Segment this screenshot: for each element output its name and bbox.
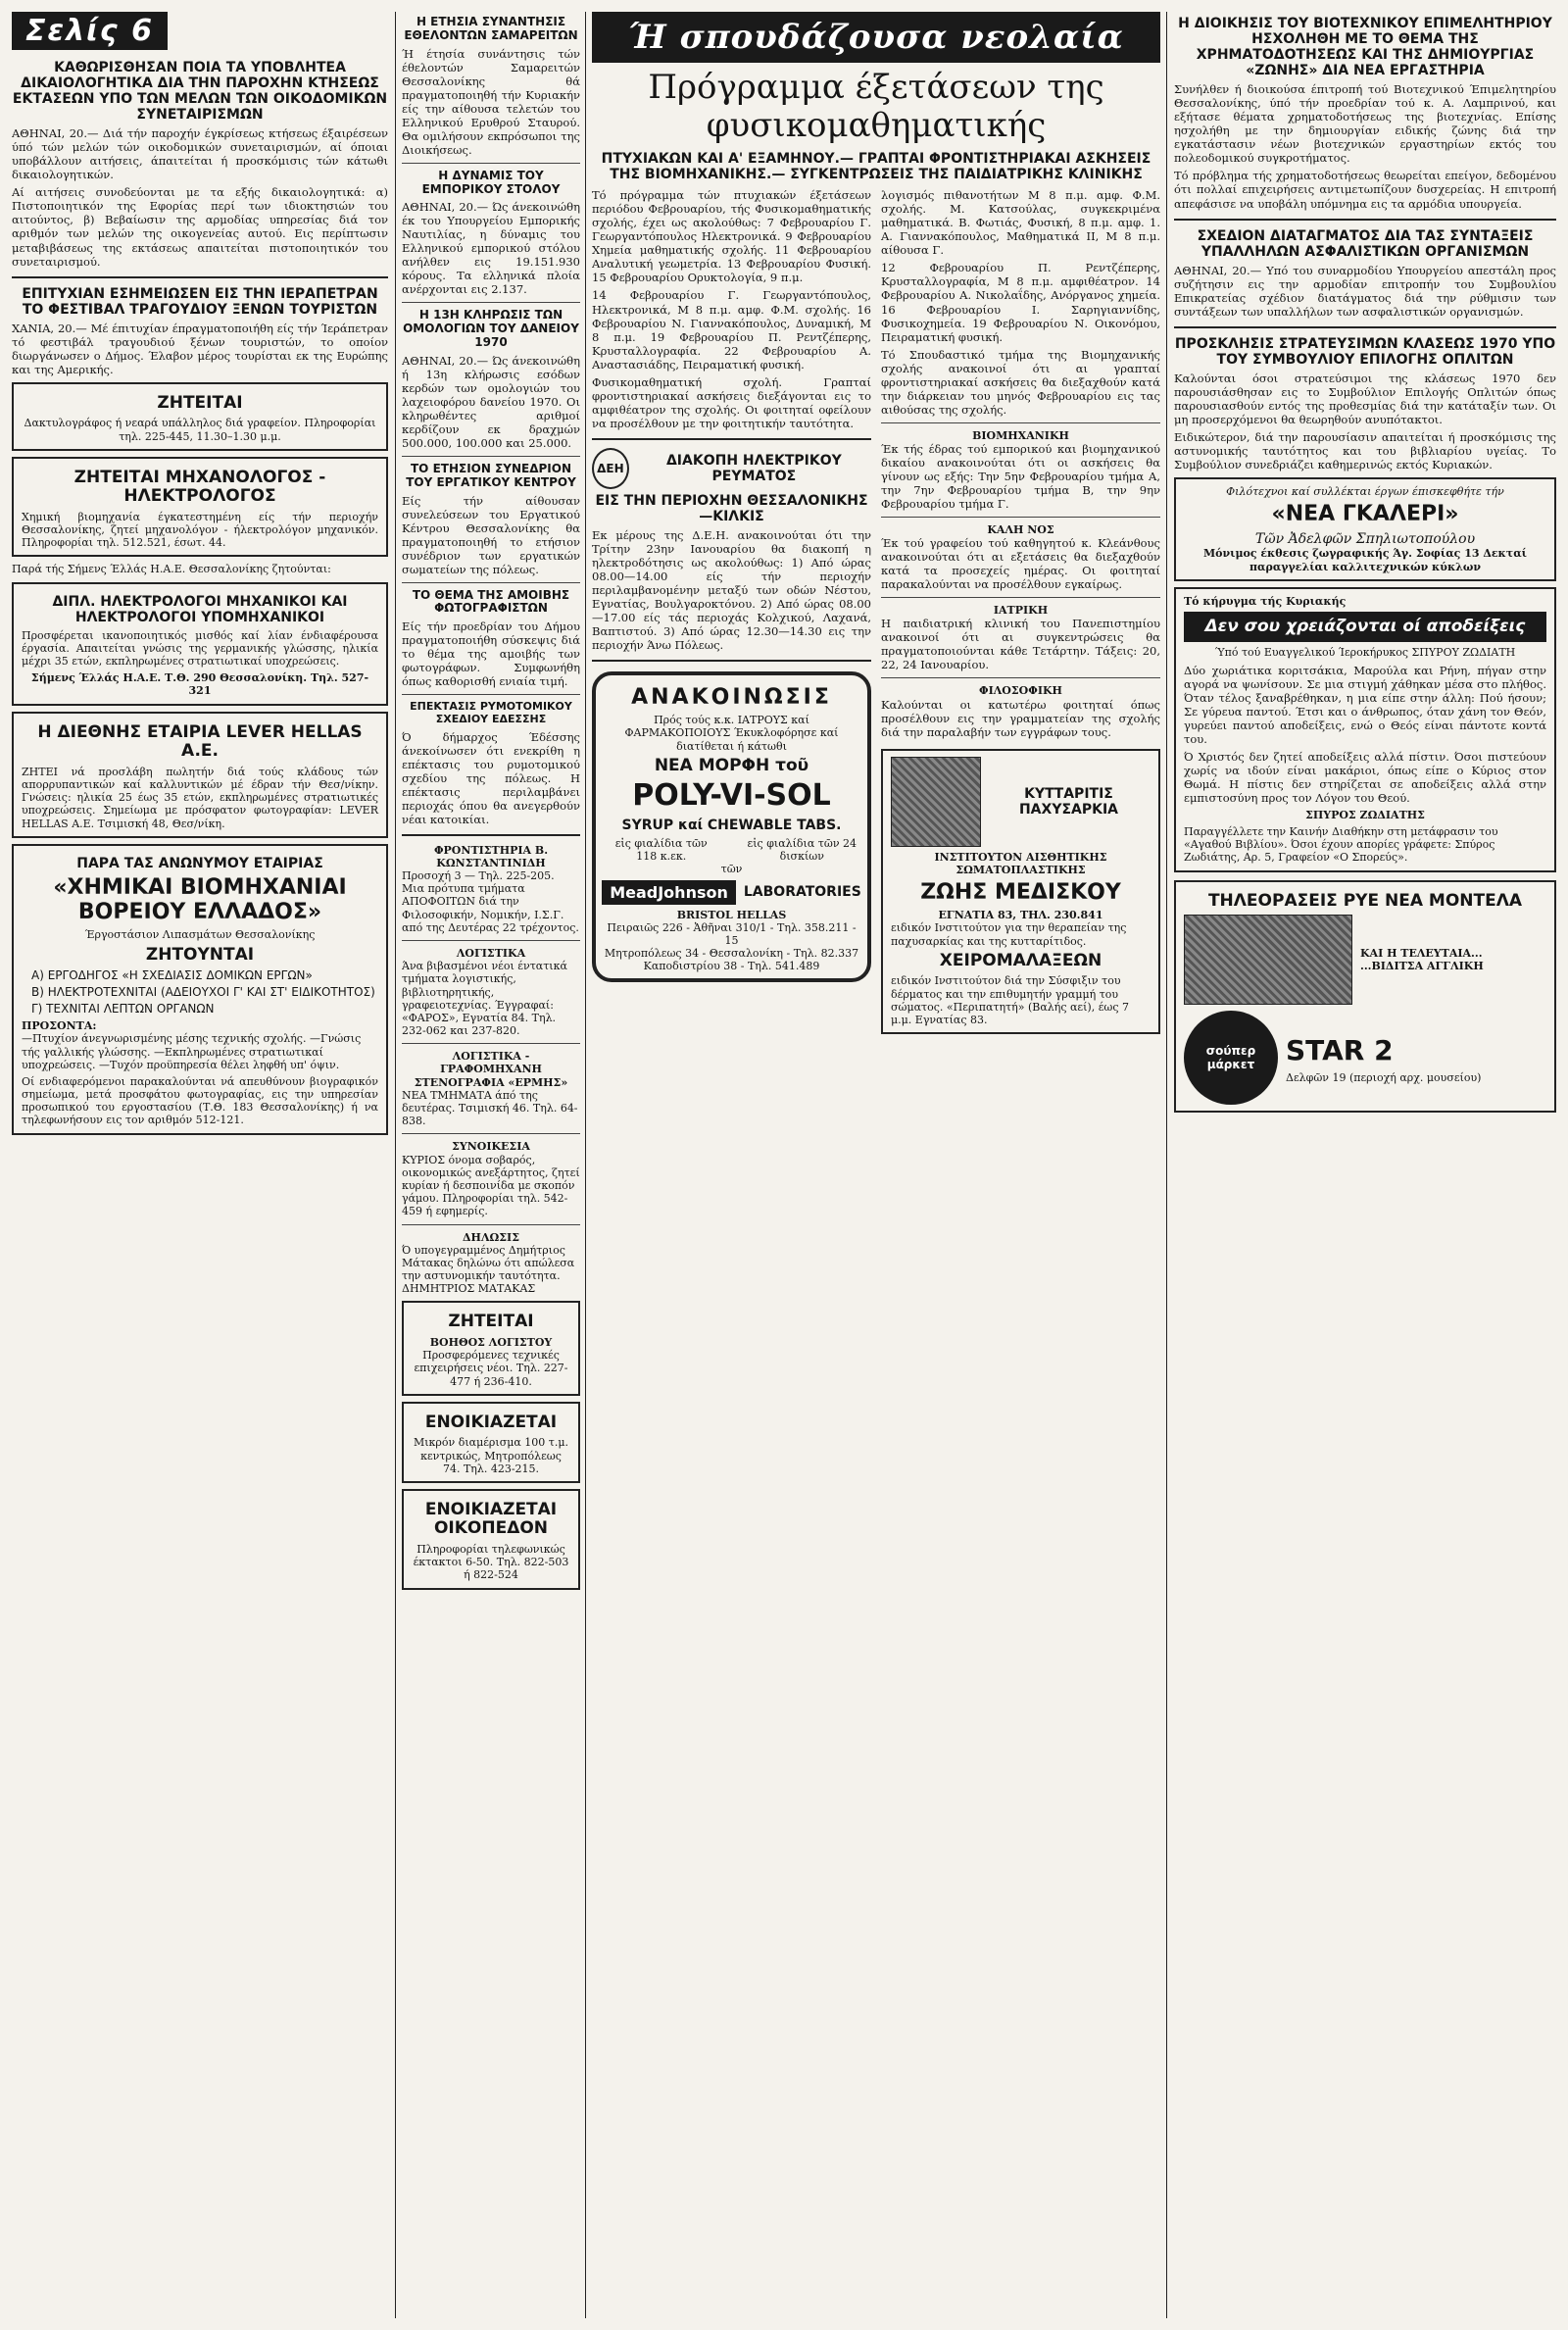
accounting-text: Άνα βιβασμένοι νέοι έντατικά τμήματα λογιστικής, βιβλιοτηρητικής, γραφειοτεχνίας. Έγγραφαί: «ΦΑΡΟΣ», Εγνατία 84. Τηλ. 232-062 και 237-820. bbox=[402, 960, 567, 1038]
meeting-title: ΣΥΝΟΙΚΕΣΙΑ bbox=[452, 1140, 530, 1154]
exam-schedule-cont: λογισμός πιθανοτήτων Μ 8 π.μ. αμφ. Φ.Μ. σχολής. Μ. Κατσούλας, συγκεκριμένα μαθηματικά. Β. Φωτιάς, Φυσική, 8 π.μ. αμφ. 1. Α. Γιαννακόπουλος, Μαθηματικά ΙΙ, Μ 8 π.μ. αίθουσα Γ. bbox=[881, 188, 1160, 258]
tutor-title: ΦΡΟΝΤΙΣΤΗΡΙΑ Β. ΚΩΝΣΤΑΝΤΙΝΙΔΗ bbox=[433, 843, 549, 869]
notice-text: Ό υπογεγραμμένος Δημήτριος Μάτακας δηλώνω ότι απώλεσα την αστυνομικήν ταυτότητα. ΔΗΜΗΤΡΙΟΣ ΜΑΤΑΚΑΣ bbox=[402, 1243, 575, 1296]
column-4 bbox=[881, 188, 1160, 1040]
badge-line-2: μάρκετ bbox=[1206, 1058, 1255, 1072]
ad-chem-item: Α) ΕΡΓΟΔΗΓΟΣ «Η ΣΧΕΔΙΑΣΙΣ ΔΟΜΙΚΩΝ ΕΡΓΩΝ» bbox=[31, 968, 313, 983]
ad-bristol: BRISTOL HELLAS bbox=[676, 908, 787, 921]
tv-slogan: ΚΑΙ Η ΤΕΛΕΥΤΑΙΑ... ...ΒΙΔΙΤΣΑ ΑΓΓΛΙΚΗ bbox=[1360, 946, 1484, 973]
exam-program-title: Πρόγραμμα έξετάσεων της φυσικομαθηματικής bbox=[648, 68, 1104, 146]
tv-row bbox=[1184, 915, 1546, 1005]
ad-polyvisol-tabs: εἰς φιαλίδια τῶν 24 δισκίων bbox=[747, 836, 858, 864]
ad-siemens-intro: Παρά τής Σήμενς Έλλάς Η.Α.Ε. Θεσσαλονίκης ζητούνται: bbox=[12, 563, 331, 576]
dei-title: ΔΙΑΚΟΠΗ ΗΛΕΚΤΡΙΚΟΥ ΡΕΥΜΑΤΟΣ bbox=[665, 452, 842, 484]
student-columns bbox=[592, 188, 1160, 1040]
ad-lever-hellas bbox=[12, 712, 388, 838]
edessa-plan-headline: ΕΠΕΚΤΑΣΙΣ ΡΥΜΟΤΟΜΙΚΟΥ ΣΧΕΔΙΟΥ ΕΔΕΣΣΗΣ bbox=[410, 700, 572, 725]
gallery-of: Τῶν Ἀδελφῶν Σπηλιωτοπούλου bbox=[1254, 530, 1476, 547]
tv-store-address: Δελφῶν 19 (περιοχή αρχ. μουσείου) bbox=[1286, 1070, 1482, 1084]
ad-rent-title: ΕΝΟΙΚΙΑΖΕΤΑΙ bbox=[424, 1412, 558, 1432]
ad-chem-wanted: ΖΗΤΟΥΝΤΑΙ bbox=[145, 944, 255, 965]
fleet-text: ΑΘΗΝΑΙ, 20.— Ώς άνεκοινώθη έκ του Υπουργείου Εμπορικής Ναυτιλίας, η δύναμις του Ελληνικού εμπορικού στόλου ανήλθεν εις 19.151.930 κόρους. Τα ελληνικά πλοία ανέρχονται εις 2.137. bbox=[402, 200, 580, 297]
ad-lever-text: ΖΗΤΕΙ νά προσλάβη πωλητήν διά τούς κλάδους τών απορρυπαντικών καί καλλυντικών μέ έδραν τήν Θεσ/νίκην. Γνώσεις: ηλικία 25 έως 35 ετών, εκπληρωμένες στρατιωτικές υποχρεώσεις. Σημείωμα με πρόσφατον φωτογραφίαν: LEVER HELLAS A.E. Τσιμισκή 48, Θεσ/νίκη. bbox=[22, 765, 378, 830]
ad-addr-3: Καποδιστρίου 38 - Τηλ. 541.489 bbox=[643, 960, 820, 973]
column-5 bbox=[1174, 12, 1556, 2318]
ad-meadjohnson-row bbox=[604, 880, 859, 905]
medical-heading: ΙΑΤΡΙΚΗ bbox=[993, 604, 1049, 618]
ad-polyvisol-sizes bbox=[604, 837, 859, 863]
exam-schedule-text: Τό πρόγραμμα τών πτυχιακών έξετάσεων περιόδου Φεβρουαρίου, τής Φυσικομαθηματικής σχολής, έχει ως ακολούθως: 7 Φεβρουαρίου Γ. Γεωργαντόπουλος Ηλεκτρονικά. 9 Φεβρουαρίου Χημεία μαθηματικής σχολής. 11 Φεβρουαρίου Αναλυτική γεωμετρία. 13 Φεβρουαρίου Φυσική. 15 Φεβρουαρίου Ορυκτολογία, 9 π.μ. bbox=[592, 188, 871, 285]
column-rule-2 bbox=[585, 12, 586, 2318]
exam-schedule-text-3: Φυσικομαθηματική σχολή. Γραπταί φροντιστηριακαί ασκήσεις διεξάγονται εις το αμφιθέατρον της σχολής. Οι φοιτηταί οφείλουν να προσέλθουν με την φοιτητικήν ταυτότητα. bbox=[592, 374, 871, 430]
industrial-heading: ΒΙΟΜΗΧΑΝΙΚΗ bbox=[972, 428, 1069, 442]
tv-badge-row bbox=[1184, 1011, 1546, 1105]
ad-wanted-typist bbox=[12, 382, 388, 451]
sermon-note: Παραγγέλλετε την Καινήν Διαθήκην στη μετάφρασιν του «Αγαθού Βιβλίου». Όσοι έχουν απορίες γράφετε: Σπύρος Ζωδιάτης, Αρ. 5, Γραφείον «Ο Σπορεύς». bbox=[1184, 824, 1498, 865]
ad-lever-title: Η ΔΙΕΘΝΗΣ ΕΤΑΙΡΙΑ LEVER HELLAS A.E. bbox=[37, 721, 363, 762]
ad-chem-sub: Έργοστάσιον Λιπασμάτων Θεσσαλονίκης bbox=[84, 928, 316, 942]
ad-bookkeeper-text: Προσφερόμενες τεχνικές επιχειρήσεις νέοι. Τηλ. 227-477 ή 236-410. bbox=[414, 1349, 568, 1388]
steno-title: ΛΟΓΙΣΤΙΚΑ - ΓΡΑΦΟΜΗΧΑΝΗ ΣΤΕΝΟΓΡΑΦΙΑ «ΕΡΜΗΣ» bbox=[414, 1050, 568, 1089]
army-headline: ΠΡΟΣΚΛΗΣΙΣ ΣΤΡΑΤΕΥΣΙΜΩΝ ΚΛΑΣΕΩΣ 1970 ΥΠΟ ΤΟΥ ΣΥΜΒΟΥΛΙΟΥ ΕΠΙΛΟΓΗΣ ΟΠΛΙΤΩΝ bbox=[1174, 335, 1556, 368]
divider bbox=[402, 456, 580, 457]
column-3 bbox=[592, 188, 871, 1040]
notice-title: ΔΗΛΩΣΙΣ bbox=[463, 1230, 519, 1244]
divider bbox=[881, 677, 1160, 678]
fleet-headline: Η ΔΥΝΑΜΙΣ ΤΟΥ ΕΜΠΟΡΙΚΟΥ ΣΤΟΛΟΥ bbox=[421, 168, 561, 196]
kali-heading: ΚΑΛΗ ΝΟΣ bbox=[987, 522, 1054, 536]
ad-polyvisol-of: τῶν bbox=[720, 863, 743, 876]
chamber-headline: Η ΔΙΟΙΚΗΣΙΣ ΤΟΥ ΒΙΟΤΕΧΝΙΚΟΥ ΕΠΙΜΕΛΗΤΗΡΙΟΥ ΗΣΧΟΛΗΘΗ ΜΕ ΤΟ ΘΕΜΑ ΤΗΣ ΧΡΗΜΑΤΟΔΟΤΗΣΕΩΣ ΚΑΙ ΤΗΣ ΔΗΜΙΟΥΡΓΙΑΣ «ΖΩΝΗΣ» ΔΙΑ ΝΕΑ ΕΡΓΑΣΤΗΡΙΑ bbox=[1178, 16, 1552, 79]
page-number-label: Σελίς 6 bbox=[12, 12, 168, 50]
insurance-text: ΑΘΗΝΑΙ, 20.— Υπό του συναρμοδίου Υπουργείου απεστάλη προς συζήτησιν εις την αρμοδίαν επιτροπήν του Συμβουλίου Επικρατείας σχέδιον διατάγματος διά την ρύθμισιν των συντάξεων των υπαλλήλων των ασφαλιστικών οργανισμών. bbox=[1174, 263, 1556, 319]
divider bbox=[1174, 219, 1556, 221]
divider bbox=[402, 582, 580, 583]
ad-massage-title: ΧΕΙΡΟΜΑΛΑΞΕΩΝ bbox=[939, 950, 1102, 970]
ad-cellulite-left: ΚΥΤΤΑΡΙΤΙΣ ΠΑΧΥΣΑΡΚΙΑ bbox=[1018, 785, 1119, 818]
tv-store-info bbox=[1286, 1031, 1546, 1083]
ad-lot-title: ΕΝΟΙΚΙΑΖΕΤΑΙ ΟΙΚΟΠΕΔΟΝ bbox=[424, 1499, 558, 1539]
sermon-title: Δεν σου χρειάζονται οί αποδείξεις bbox=[1184, 612, 1546, 643]
tv-star-brand: STAR 2 bbox=[1286, 1034, 1394, 1067]
badge-line-1: σούπερ bbox=[1205, 1044, 1256, 1059]
ad-bookkeeper bbox=[402, 1301, 580, 1395]
ad-chem-intro: ΠΑΡΑ ΤΑΣ ΑΝΩΝΥΜΟΥ ΕΤΑΙΡΙΑΣ bbox=[76, 855, 323, 871]
gallery-intro: Φιλότεχνοι καί συλλέκται έργων έπισκεφθήτε τήν bbox=[1226, 485, 1504, 499]
ad-polyvisol-syrup: εἰς φιαλίδια τῶν 118 κ.εκ. bbox=[614, 836, 708, 864]
ad-mechanical-title: ΖΗΤΕΙΤΑΙ ΜΗΧΑΝΟΛΟΓΟΣ - ΗΛΕΚΤΡΟΛΟΓΟΣ bbox=[74, 467, 326, 507]
supermarket-badge bbox=[1184, 1011, 1278, 1105]
ad-polyvisol-sub: Πρός τούς κ.κ. ΙΑΤΡΟΥΣ καί ΦΑΡΜΑΚΟΠΟΙΟΥΣ Έκυκλοφόρησε καί διατίθεται ή κάτωθι bbox=[624, 714, 839, 753]
divider bbox=[402, 163, 580, 164]
ad-addr-1: Πειραιῶς 226 - Ἀθῆναι 310/1 - Τηλ. 358.211 - 15 bbox=[607, 920, 857, 947]
ad-mechanical-text: Χημική βιομηχανία έγκατεστημένη είς τήν περιοχήν Θεσσαλονίκης, ζητεί μηχανολόγον - ήλεκτρολόγον μηχανικόν. Πληροφορίαι τηλ. 512.521, έσωτ. 44. bbox=[22, 510, 378, 550]
ad-cellulite-institute bbox=[881, 749, 1160, 1035]
ad-chemical-industries bbox=[12, 844, 388, 1135]
industrial-text: Έκ τής έδρας τού εμπορικού και βιομηχανικού δικαίου ανακοινούται ότι οι ασκήσεις θα γίνουν ως εξής: Την 5ην Φεβρουαρίου τμήμα Α, την 7ην Φεβρουαρίου τμήμα Β, την 9ην Φεβρουαρίου τμήμα Γ. bbox=[881, 441, 1160, 511]
insurance-headline: ΣΧΕΔΙΟΝ ΔΙΑΤΑΓΜΑΤΟΣ ΔΙΑ ΤΑΣ ΣΥΝΤΑΞΕΙΣ ΥΠΑΛΛΗΛΩΝ ΑΣΦΑΛΙΣΤΙΚΩΝ ΟΡΓΑΝΙΣΜΩΝ bbox=[1197, 227, 1534, 260]
chamber-text-2: Τό πρόβλημα τής χρηματοδοτήσεως θεωρείται επείγον, δεδομένου ότι πολλαί επιχειρήσεις αντιμετωπίζουν δυσχερείας. Η επιτροπή απεφάσισε να υποβάλη υπόμνημα εις τα αρμόδια υπουργεία. bbox=[1174, 169, 1556, 211]
page-number-masthead bbox=[12, 12, 388, 50]
student-section bbox=[592, 12, 1160, 2318]
congress-headline: ΤΟ ΕΤΗΣΙΟΝ ΣΥΝΕΔΡΙΟΝ ΤΟΥ ΕΡΓΑΤΙΚΟΥ ΚΕΝΤΡΟΥ bbox=[406, 461, 576, 489]
ad-pye-televisions bbox=[1174, 880, 1556, 1114]
sermon-intro: Τό κήρυγμα τής Κυριακής bbox=[1184, 594, 1347, 608]
dei-text: Εκ μέρους της Δ.Ε.Η. ανακοινούται ότι την Τρίτην 23ην Ιανουαρίου θα διακοπή η ηλεκτροδότησις ως ακολούθως: 1) Από ώρας 08.00—14.00 είς τήν περιοχήν περιλαμβανομένην μεταξύ των οδών Νέστου, Εγνατίας, Βουλγαροκτόνου. 2) Από ώρας 08.00—17.00 είς τάς περιοχάς Κολχικού, Λαχανά, Βαπτιστού. 3) Από ώρας 12.30—14.30 εις την περιοχήν Άνω Πόλεως. bbox=[592, 527, 871, 652]
dei-region: ΕΙΣ ΤΗΝ ΠΕΡΙΟΧΗΝ ΘΕΣΣΑΛΟΝΙΚΗΣ—ΚΙΛΚΙΣ bbox=[595, 492, 868, 524]
divider bbox=[881, 597, 1160, 598]
meeting-text: ΚΥΡΙΟΣ όνομα σοβαρός, οικονομικώς ανεξάρτητος, ζητεί κυρίαν ή δεσποινίδα με σκοπόν γάμου. Πληροφορίαι τηλ. 542-459 ή εφημερίς. bbox=[402, 1153, 580, 1218]
column-1 bbox=[12, 12, 388, 2318]
student-section-banner: Ή σπουδάζουσα νεολαία bbox=[592, 12, 1160, 63]
divider bbox=[402, 834, 580, 836]
tutor-text: Προσοχή 3 — Τηλ. 225-205. Μια πρότυπα τμήματα ΑΠΟΦΟΙΤΩΝ διά την Φιλοσοφικήν, Νομικήν, Ι.Σ.Γ. από της Δευτέρας 22 τρέχοντος. bbox=[402, 869, 579, 934]
ad-bookkeeper-sub: ΒΟΗΘΟΣ ΛΟΓΙΣΤΟΥ bbox=[429, 1336, 553, 1350]
ad-polyvisol-forms: SYRUP καί CHEWABLE TABS. bbox=[621, 817, 842, 833]
exam-schedule-cont-2: 12 Φεβρουαρίου Π. Ρεντζέπερης, Κρυσταλλογραφία, Μ 8 π.μ. αμφιθέατρον. 14 Φεβρουαρίου Α. Νικολαΐδης, Ανόργανος χημεία. 16 Φεβρουαρίου Ι. Σαρηγιαννίδης, Φυσικοχημεία. 19 Φεβρουαρίου Ν. Οικονόμου, Πειραματική φυσική. bbox=[881, 261, 1160, 344]
hand-illustration-icon bbox=[891, 757, 981, 847]
ad-nea-gallery bbox=[1174, 477, 1556, 581]
divider bbox=[402, 694, 580, 695]
accounting-title: ΛΟΓΙΣΤΙΚΑ bbox=[456, 946, 526, 960]
divider bbox=[12, 276, 388, 278]
exam-schedule-text-2: 14 Φεβρουαρίου Γ. Γεωργαντόπουλος, Ηλεκτρονικά, Μ 8 π.μ. αμφ. Φ.Μ. σχολής. 16 Φεβρουαρίου Ν. Γιαννακόπουλος, Δυναμική, Μ 8 π.μ. 19 Φεβρουαρίου Π. Ρεντζέπερης, Κρυσταλλογραφία. 22 Φεβρουαρίου Α. Αναστασιάδης, Πειραματική φυσική. bbox=[592, 288, 871, 372]
festival-headline: ΕΠΙΤΥΧΙΑΝ ΕΣΗΜΕΙΩΣΕΝ ΕΙΣ ΤΗΝ ΙΕΡΑΠΕΤΡΑΝ ΤΟ ΦΕΣΤΙΒΑΛ ΤΡΑΓΟΥΔΙΟΥ ΞΕΝΩΝ ΤΟΥΡΙΣΤΩΝ bbox=[22, 285, 378, 318]
dei-logo-icon: ΔΕΗ bbox=[592, 448, 629, 489]
sermon-by: Ύπό τού Ευαγγελικού Ίεροκήρυκος ΣΠΥΡΟΥ ΖΩΔΙΑΤΗ bbox=[1214, 646, 1516, 660]
philosophy-heading: ΦΙΛΟΣΟΦΙΚΗ bbox=[979, 684, 1062, 698]
divider bbox=[1174, 326, 1556, 328]
dei-header bbox=[592, 448, 871, 489]
ad-wanted-title: ΖΗΤΕΙΤΑΙ bbox=[157, 392, 243, 413]
photographers-headline: ΤΟ ΘΕΜΑ ΤΗΣ ΑΜΟΙΒΗΣ ΦΩΤΟΓΡΑΦΙΣΤΩΝ bbox=[412, 587, 570, 616]
column-rule-3 bbox=[1166, 12, 1167, 2318]
tv-title: ΤΗΛΕΟΡΑΣΕΙΣ ΡΥΕ ΝΕΑ ΜΟΝΤΕΛΑ bbox=[1207, 890, 1523, 911]
ad-polyvisol bbox=[592, 671, 871, 983]
ad-cellulite-text: ειδικόν Ινστιτούτον για την θεραπείαν της παχυσαρκίας και της κυτταρίτιδος. bbox=[891, 921, 1127, 948]
ad-polyvisol-product: POLY-VI-SOL bbox=[632, 778, 831, 814]
ad-chem-item: Β) ΗΛΕΚΤΡΟΤΕΧΝΙΤΑΙ (ΑΔΕΙΟΥΧΟΙ Γ' ΚΑΙ ΣΤ' ΕΙΔΙΚΟΤΗΤΟΣ) bbox=[31, 985, 375, 1000]
ad-addr-2: Μητροπόλεως 34 - Θεσσαλονίκη - Τηλ. 82.337 bbox=[604, 947, 859, 961]
column-rule-1 bbox=[395, 12, 396, 2318]
ad-siemens-text: Προσφέρεται ικανοποιητικός μισθός καί λίαν ένδιαφέρουσα έργασία. Απαιτείται γνώσις της γερμανικής γλώσσης, ηλικία μέχρι 35 ετών, εκπληρωμένες στρατιωτικαί υποχρεώσεις. bbox=[22, 628, 378, 669]
exam-program-subtitle: ΠΤΥΧΙΑΚΩΝ ΚΑΙ Α' ΕΞΑΜΗΝΟΥ.— ΓΡΑΠΤΑΙ ΦΡΟΝΤΙΣΤΗΡΙΑΚΑΙ ΑΣΚΗΣΕΙΣ ΤΗΣ ΒΙΟΜΗΧΑΝΙΚΗΣ.— ΣΥΓΚΕΝΤΡΩΣΕΙΣ ΤΗΣ ΠΑΙΔΙΑΤΡΙΚΗΣ ΚΛΙΝΙΚΗΣ bbox=[601, 151, 1152, 183]
divider bbox=[402, 940, 580, 941]
sermon-text-2: Ό Χριστός δεν ζητεί αποδείξεις αλλά πίστιν. Όσοι πιστεύουν χωρίς να ιδούν είναι μακάριοι, όπως είπε ο Κύριος στον Θωμά. Η πίστις δεν στηρίζεται σε αποδείξεις αλλά στην εμπιστοσύνη προς τον Λόγον του Θεού. bbox=[1184, 749, 1546, 805]
festival-text: ΧΑΝΙΑ, 20.— Μέ έπιτυχίαν έπραγματοποιήθη είς τήν Ίεράπετραν τό φεστιβάλ τραγουδιού ξένων τουριστών, το οποίον διωργάνωσεν ο Δήμος. Έλαβον μέρος τουρίσται εκ της Ευρώπης και της Αμερικής. bbox=[12, 321, 388, 376]
philosophy-text: Καλούνται οι κατωτέρω φοιτηταί όπως προσέλθουν εις την γραμματείαν της σχολής διά την παραλαβήν των εγγράφων τους. bbox=[881, 697, 1160, 739]
tv-illustration-icon bbox=[1184, 915, 1352, 1005]
column-2 bbox=[402, 12, 580, 2318]
ad-cellulite-institute-name: ΙΝΣΤΙΤΟΥΤΟΝ ΑΙΣΘΗΤΙΚΗΣ ΣΩΜΑΤΟΠΛΑΣΤΙΚΗΣ bbox=[934, 850, 1107, 876]
lead-headline-cooperatives: ΚΑΘΩΡΙΣΘΗΣΑΝ ΠΟΙΑ ΤΑ ΥΠΟΒΛΗΤΕΑ ΔΙΚΑΙΟΛΟΓΗΤΙΚΑ ΔΙΑ ΤΗΝ ΠΑΡΟΧΗΝ ΚΤΗΣΕΩΣ ΕΚΤΑΣΕΩΝ ΥΠΟ ΤΩΝ ΜΕΛΩΝ ΤΩΝ ΟΙΚΟΔΟΜΙΚΩΝ ΣΥΝΕΤΑΙΡΙΣΜΩΝ bbox=[12, 60, 388, 124]
ad-rent-apartment bbox=[402, 1402, 580, 1483]
gallery-desc: Μόνιμος έκθεσις ζωγραφικής Άγ. Σοφίας 13 Δεκταί παραγγελίαι καλλιτεχνικών κύκλων bbox=[1202, 547, 1527, 573]
ad-siemens-contact: Σήμενς Έλλάς Η.Α.Ε. Τ.Θ. 290 Θεσσαλονίκη. Τηλ. 527-321 bbox=[30, 671, 369, 698]
ad-rent-lot bbox=[402, 1489, 580, 1590]
ad-chem-quals: —Πτυχίον άνεγνωρισμένης μέσης τεχνικής σχολής. —Γνώσις τής γαλλικής γλώσσης. —Εκπληρωμένες στρατιωτικαί υποχρεώσεις. —Τυχόν προϋπηρεσία θέλει ληφθή υπ' όψιν. bbox=[22, 1032, 362, 1071]
loan-text: ΑΘΗΝΑΙ, 20.— Ώς άνεκοινώθη ή 13η κλήρωσις εσόδων κερδών των ομολογιών του λαχειοφόρου δανείου 1970. Οι κληρωθέντες αριθμοί κερδίζουν εκ δραχμών 500.000, 100.000 και 25.000. bbox=[402, 353, 580, 450]
ad-bookkeeper-title: ΖΗΤΕΙΤΑΙ bbox=[448, 1312, 534, 1332]
lead-text-cooperatives-2: Αί αιτήσεις συνοδεύονται με τα εξής δικαιολογητικά: α) Πιστοποιητικόν της Εφορίας περί των ιδιοκτησιών του αιτούντος, β) Βεβαίωσιν της αρμοδίας υπηρεσίας διά τον αριθμόν των μελών της οικογενείας αυτού. Εις περίπτωσιν μεταβιβάσεως της εκτάσεως απαιτείται πιστοποιητικόν του συνεταιρισμού. bbox=[12, 185, 388, 269]
army-text-2: Ειδικώτερον, διά την παρουσίασιν απαιτείται ή προσκόμισις της αστυνομικής ταυτότητος και του βιβλιαρίου υγείας. Το Συμβούλιον συνεδριάζει καθημερινώς εκτός Κυριακών. bbox=[1174, 430, 1556, 472]
dei-outage-notice bbox=[592, 438, 871, 662]
gallery-name: «ΝΕΑ ΓΚΑΛΕΡΙ» bbox=[1271, 502, 1459, 527]
divider bbox=[881, 517, 1160, 518]
medical-text: Η παιδιατρική κλινική του Πανεπιστημίου ανακοινοί ότι αι συγκεντρώσεις θα πραγματοποιούνται κάθε Τετάρτην. Τάξεις: 20, 22, 24 Ιανουαρίου. bbox=[881, 617, 1160, 672]
ad-chem-quals-title: ΠΡΟΣΟΝΤΑ: bbox=[22, 1019, 97, 1033]
steno-text: ΝΕΑ ΤΜΗΜΑΤΑ άπό της δευτέρας. Τσιμισκή 46. Τηλ. 64-838. bbox=[402, 1088, 578, 1128]
volunteers-text: Ή έτησία συνάντησις τών έθελοντών Σαμαρειτών Θεσσαλονίκης θά πραγματοποιηθή τήν Κυριακήν είς την αίθουσα τελετών του Ελληνικού Ερυθρού Σταυρού. Θα ομιλήσουν εκπρόσωποι της Διοικήσεως. bbox=[402, 46, 580, 157]
ad-polyvisol-new: ΝΕΑ ΜΟΡΦΗ τοῦ bbox=[654, 755, 809, 775]
divider bbox=[402, 1043, 580, 1044]
ad-chem-contact: Οί ενδιαφερόμενοι παρακαλούνται νά απευθύνουν βιογραφικόν σημείωμα, μετά προσφάτου φωτογραφίας, εις την υπηρεσίαν προσωπικού του εργοστασίου (Τ.Θ. 183 Θεσσαλονίκης) ή να τηλεφωνήσουν εις τον αριθμόν 512-121. bbox=[22, 1074, 378, 1127]
congress-text: Είς τήν αίθουσαν συνελεύσεων του Εργατικού Κέντρου Θεσσαλονίκης θα πραγματοποιηθή το ετήσιον συνέδριον των εργατικών σωματείων της πόλεως. bbox=[402, 493, 580, 576]
photographers-text: Είς τήν προεδρίαν του Δήμου πραγματοποιήθη σύσκεψις διά το θέμα της αμοιβής των φωτογράφων. Συμφωνήθη όπως καθορισθή ενιαία τιμή. bbox=[402, 620, 580, 689]
ad-mechanical-engineer bbox=[12, 457, 388, 558]
ad-wanted-text: Δακτυλογράφος ή νεαρά υπάλληλος διά γραφείον. Πληροφορίαι τηλ. 225-445, 11.30–1.30 μ.μ. bbox=[24, 417, 376, 443]
divider bbox=[402, 302, 580, 303]
chamber-text: Συνήλθεν ή διοικούσα έπιτροπή τού Βιοτεχνικού Έπιμελητηρίου Θεσσαλονίκης, ύπό τήν προεδρίαν τού κ. Α. Λαμπρινού, και εξήτασε θέματα χρηματοδοτήσεως της βιοτεχνίας. Επίσης ησχολήθη με την δημιουργίαν ειδικής ζώνης διά την εγκατάστασιν νέων βιοτεχνικών εργαστηρίων εκτός του πολεοδομικού συγκροτήματος. bbox=[1174, 82, 1556, 166]
ad-chem-name: «ΧΗΜΙΚΑΙ ΒΙΟΜΗΧΑΝΙΑΙ ΒΟΡΕΙΟΥ ΕΛΛΑΔΟΣ» bbox=[53, 874, 347, 925]
meadjohnson-logo: MeadJohnson bbox=[602, 880, 736, 905]
ad-chem-item: Γ) ΤΕΧΝΙΤΑΙ ΛΕΠΤΩΝ ΟΡΓΑΝΩΝ bbox=[31, 1002, 215, 1016]
divider bbox=[402, 1133, 580, 1134]
sermon-text: Δύο χωριάτικα κοριτσάκια, Μαρούλα και Ρήνη, πήγαν στην αγορά να ψωνίσουν. Σε μια στιγμή χάθηκαν μέσα στο πλήθος. Όταν τέλος ξαναβρέθηκαν, η μια είπε στην άλλη: Πού ήσουν; Σε γύρευα παντού. Έτσι και ο άνθρωπος, όταν χάνη τον Θεόν, γυρεύει παντού αποδείξεις, ενώ ο Θεός είναι πάντοτε κοντά του. bbox=[1184, 663, 1546, 746]
divider bbox=[881, 422, 1160, 423]
volunteers-headline: Η ΕΤΗΣΙΑ ΣΥΝΑΝΤΗΣΙΣ ΕΘΕΛΟΝΤΩΝ ΣΑΜΑΡΕΙΤΩΝ bbox=[404, 15, 578, 42]
kali-text: Έκ τού γραφείου τού καθηγητού κ. Κλεάνθους ανακοινούται ότι αι εξετάσεις θα διεξαχθούν κατά τα προσεχείς ημέρας. Οι φοιτηταί παρακαλούνται να προσέλθουν εγκαίρως. bbox=[881, 536, 1160, 592]
sermon-signature: ΣΠΥΡΟΣ ΖΩΔΙΑΤΗΣ bbox=[1305, 808, 1425, 821]
ad-cellulite-addr: ΕΓΝΑΤΙΑ 83, ΤΗΛ. 230.841 bbox=[938, 909, 1103, 922]
ad-lot-text: Πληροφορίαι τηλεφωνικώς έκτακτοι 6-50. Τηλ. 822-503 ή 822-524 bbox=[413, 1542, 569, 1582]
ad-cellulite-owner: ΖΩΗΣ ΜΕΔΙΣΚΟΥ bbox=[920, 880, 1121, 905]
lead-text-cooperatives: ΑΘΗΝΑΙ, 20.— Διά τήν παροχήν έγκρίσεως κτήσεως έξαιρέσεων ύπό τών μελών τών οικοδομικών συνεταιρισμών, αί όποιαι υποβάλλουν αιτήσεις, άπαιτείται ή προσκόμισις τών κάτωθι δικαιολογητικών. bbox=[12, 126, 388, 182]
meadjohnson-labs: LABORATORIES bbox=[743, 883, 861, 900]
ad-rent-text: Μικρόν διαμέρισμα 100 τ.μ. κεντρικώς, Μητροπόλεως 74. Τηλ. 423-215. bbox=[413, 1436, 569, 1475]
ad-siemens-roles: ΔΙΠΛ. ΗΛΕΚΤΡΟΛΟΓΟΙ ΜΗΧΑΝΙΚΟΙ ΚΑΙ ΗΛΕΚΤΡΟΛΟΓΟΙ ΥΠΟΜΗΧΑΝΙΚΟΙ bbox=[52, 593, 348, 625]
divider bbox=[402, 1224, 580, 1225]
ad-massage-text: ειδικόν Ινστιτούτον διά την Σύσφιξιν του δέρματος και την επιθυμητήν γραμμή του σώματος. «Περιπατητή» (Βαλής αεί), έως 7 μ.μ. Εγνατίας 83. bbox=[891, 974, 1130, 1026]
sermon-box bbox=[1174, 587, 1556, 872]
loan-headline: Η 13Η ΚΛΗΡΩΣΙΣ ΤΩΝ ΟΜΟΛΟΓΙΩΝ ΤΟΥ ΔΑΝΕΙΟΥ 1970 bbox=[403, 308, 579, 350]
ad-polyvisol-title: ΑΝΑΚΟΙΝΩΣΙΣ bbox=[631, 684, 832, 710]
ad-siemens bbox=[12, 582, 388, 706]
army-text: Καλούνται όσοι στρατεύσιμοι της κλάσεως 1970 δεν παρουσιάσθησαν εις το Συμβούλιον Επιλογής Οπλιτών όπως παρουσιασθούν εντός της προθεσμίας διά την κατάταξίν των. Οι μη προσερχόμενοι θα θεωρηθούν ανυπότακτοι. bbox=[1174, 371, 1556, 426]
exam-schedule-cont-3: Τό Σπουδαστικό τμήμα της Βιομηχανικής σχολής ανακοινοί ότι αι γραπταί φροντιστηριακαί ασκήσεις θα διεξαχθούν κατά την διάρκειαν του μηνός Φεβρουαρίου εις τας αιθούσας της σχολής. bbox=[881, 347, 1160, 417]
ad-cellulite-top bbox=[891, 757, 1151, 847]
edessa-plan-text: Ό δήμαρχος Έδέσσης άνεκοίνωσεν ότι ενεκρίθη η επέκτασις του ρυμοτομικού σχεδίου της πόλεως. Η επέκτασις περιλαμβάνει περιοχάς όπου θα ανεγερθούν νέαι κατοικίαι. bbox=[402, 729, 580, 826]
